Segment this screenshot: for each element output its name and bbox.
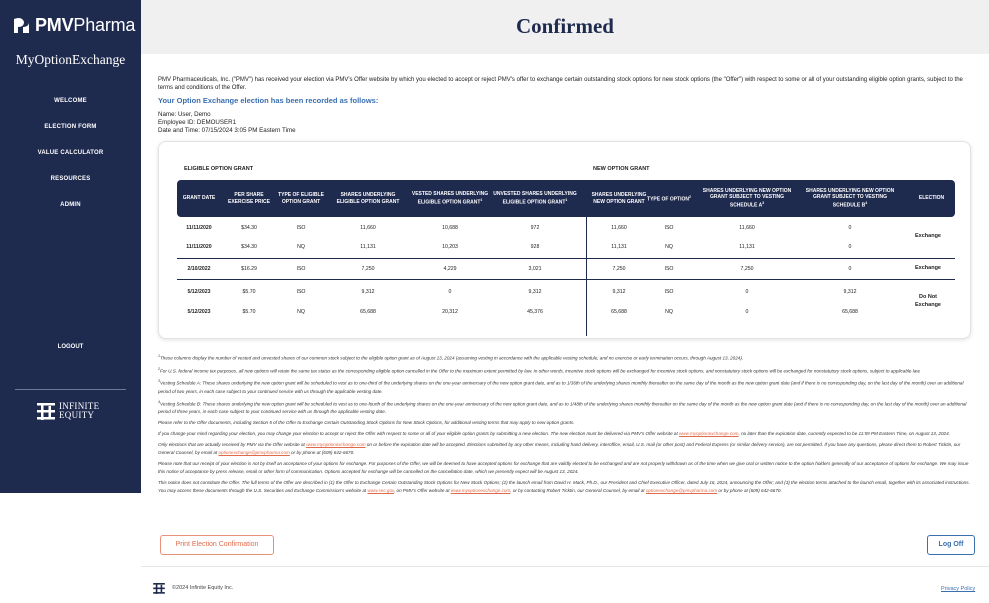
- accepted-elections-note: Only elections that are actually received by PMV via the Offer website at www.myoptionexchange.com on or before the expiration date will be accepted. Elections submitted by any other means, including hand delivery, interoffice, email, U.S. mail (or other post) and Federal Express (or similar delivery service), are not permitted. If you have any questions, please direct them to Robert Ticktin, our General Counsel, by email at optionexchange@pmvpharma.com or by phone at (609) 642-6670.: [158, 442, 961, 456]
- pmv-logo-icon: [11, 14, 33, 36]
- table-cell: 11/11/2020: [186, 244, 212, 250]
- election-summary-card: [158, 141, 971, 339]
- sidebar-item-value-calculator[interactable]: VALUE CALCULATOR: [37, 150, 104, 156]
- footnote-4: $^4$Vesting Schedule B: These shares underlying the new option grant will be scheduled to vest as to one-fourth of the underlying shares on the one-year anniversary of the new option grant date, and as to 1/48th of the underlying shares monthly thereafter on the same day of the month as the new option grant date (and if there is no corresponding day, on the last day of the month) over an additional period of three years, in each case subject to your continued service with us through the applicable vesting date.: [158, 399, 967, 414]
- table-cell: ISO: [296, 225, 306, 231]
- participant-employee-id: Employee ID: DEMOUSER1: [158, 119, 237, 126]
- table-cell: 3,021: [528, 266, 542, 272]
- change-election-note: If you change your mind regarding your election, you may change your election to accept or reject the Offer with respect to some or all of your eligible option grants by submitting a new election. The new election must be delivered via PMV's Offer website at www.myoptionexchange.com, no later than the expiration date, currently expected to be 11:59 PM Eastern Time, on August 13, 2024.: [158, 431, 950, 437]
- table-cell: 11,131: [739, 244, 755, 250]
- new-grant-group-label: NEW OPTION GRANT: [593, 166, 650, 172]
- participant-details: [158, 111, 974, 135]
- page-title: Confirmed: [516, 14, 614, 38]
- table-cell: $16.29: [241, 266, 257, 272]
- table-cell: 9,312: [361, 289, 375, 295]
- general-counsel-email-link[interactable]: optionexchange@pmvpharma.com: [218, 450, 290, 456]
- table-cell: 5/12/2023: [187, 309, 211, 315]
- sidebar-item-election-form[interactable]: ELECTION FORM: [44, 124, 97, 130]
- column-header: PER SHARE EXERCISE PRICE: [228, 192, 270, 205]
- table-cell: ISO: [664, 225, 674, 231]
- table-cell: 9,312: [528, 289, 542, 295]
- sidebar: [0, 0, 141, 493]
- table-cell: 45,376: [527, 309, 543, 315]
- footnote-1: $^1$These columns display the number of vested and unvested shares of our common stock subject to the eligible option grant as of August 13, 2024 (assuming vesting in accordance with the applicable vesting schedule, and no exercise or early termination occurs, through August 13, 2024).: [158, 354, 744, 361]
- sidebar-divider: [15, 389, 126, 390]
- table-cell: ISO: [296, 266, 306, 272]
- table-cell: $34.30: [241, 244, 257, 250]
- table-cell: 928: [530, 244, 540, 250]
- table-cell: $5.70: [242, 289, 256, 295]
- table-header: [177, 180, 955, 217]
- table-cell: 4,229: [443, 266, 457, 272]
- offer-website-link[interactable]: www.myoptionexchange.com: [306, 442, 366, 448]
- table-cell: 7,250: [361, 266, 375, 272]
- table-cell: $34.30: [241, 225, 257, 231]
- vesting-terms-note: Please refer to the Offer documents, including Section 5 of the Offer to Exchange Certain Outstanding Stock Options for New Stock Options, for additional vesting terms that may apply to new option grants.: [158, 420, 575, 426]
- recorded-heading: Your Option Exchange election has been recorded as follows:: [158, 96, 379, 105]
- sidebar-nav: [0, 97, 141, 227]
- election-datetime: Date and Time: 07/15/2024 3:05 PM Eastern Time: [158, 127, 296, 134]
- print-confirmation-button[interactable]: Print Election Confirmation: [160, 535, 274, 555]
- table-cell: ISO: [296, 289, 306, 295]
- table-cell: NQ: [297, 244, 305, 250]
- table-cell: 11/11/2020: [186, 225, 212, 231]
- table-divider: [177, 258, 955, 259]
- election-value: Exchange: [915, 265, 941, 271]
- app-title: MyOptionExchange: [15, 52, 126, 67]
- table-cell: 0: [848, 266, 852, 272]
- table-cell: 11,660: [360, 225, 376, 231]
- table-cell: 0: [848, 225, 852, 231]
- table-row: [177, 264, 955, 274]
- table-row: [177, 287, 955, 297]
- table-cell: 65,688: [360, 309, 376, 315]
- column-header: SHARES UNDERLYING NEW OPTION GRANT SUBJECT TO VESTING SCHEDULE $B^4$: [805, 187, 895, 209]
- table-cell: 11,131: [611, 244, 627, 250]
- participant-name: Name: User, Demo: [158, 111, 211, 118]
- infinite-equity-footer-icon: [153, 583, 165, 594]
- table-cell: ISO: [664, 266, 674, 272]
- table-cell: $5.70: [242, 309, 256, 315]
- column-header: SHARES UNDERLYING NEW OPTION GRANT SUBJECT TO VESTING SCHEDULE $A^3$: [702, 187, 792, 209]
- table-cell: NQ: [297, 309, 305, 315]
- table-cell: 9,312: [843, 289, 857, 295]
- election-value: Do Not Exchange: [915, 294, 941, 308]
- sidebar-item-resources[interactable]: RESOURCES: [50, 176, 91, 182]
- footnotes: [158, 353, 974, 498]
- table-cell: 10,688: [442, 225, 458, 231]
- page-header: [141, 0, 989, 54]
- footnote-3: $^3$Vesting Schedule A: These shares underlying the new option grant will be scheduled to vest as to one-third of the underlying shares on the one-year anniversary of the new option grant date, and as to 1/36th of the underlying shares monthly thereafter on the same day of the month as the new option grant date (and if there is no corresponding day, on the last day of the month) over an additional period of two years, in each case subject to your continued service with us through the applicable vesting date.: [158, 379, 964, 394]
- offer-website-link[interactable]: www.myoptionexchange.com: [450, 487, 511, 493]
- table-cell: NQ: [665, 309, 673, 315]
- infinite-equity-icon: [37, 403, 55, 420]
- table-cell: 9,312: [612, 289, 626, 295]
- table-cell: 20,312: [442, 309, 458, 315]
- table-cell: 0: [448, 289, 452, 295]
- copyright-text: ©2024 Infinite Equity Inc.: [172, 585, 234, 591]
- sidebar-logout-link[interactable]: LOGOUT: [57, 344, 84, 350]
- privacy-policy-link[interactable]: Privacy Policy: [941, 586, 976, 592]
- column-header: SHARES UNDERLYING NEW OPTION GRANT: [591, 192, 647, 205]
- column-header: TYPE OF ELIGIBLE OPTION GRANT: [278, 192, 324, 205]
- table-cell: 65,688: [842, 309, 858, 315]
- table-cell: 972: [530, 225, 540, 231]
- table-row: [177, 242, 955, 252]
- brand-name: PMVPharma: [35, 14, 136, 35]
- acceptance-note: Please note that our receipt of your election is not by itself an acceptance of your options for exchange. For purposes of the Offer, we will be deemed to have accepted options for exchange that are validly elected to be exchanged and are not properly withdrawn as of the time when we give oral or written notice to the option holders generally of our acceptance of options for exchange. We may issue this notice of acceptance by press release, email or other form of communication. Options accepted for exchange will be cancelled on the cancellation date, which we presently expect will be August 13, 2024.: [158, 461, 969, 474]
- table-cell: 0: [745, 289, 749, 295]
- general-counsel-email-link[interactable]: optionexchange@pmvpharma.com: [645, 487, 718, 493]
- sidebar-item-welcome[interactable]: WELCOME: [54, 98, 87, 104]
- column-header: SHARES UNDERLYING ELIGIBLE OPTION GRANT: [336, 192, 400, 205]
- sidebar-item-admin[interactable]: ADMIN: [60, 202, 81, 208]
- brand-logo: [11, 14, 135, 36]
- table-cell: 0: [848, 244, 852, 250]
- table-cell: 7,250: [740, 266, 754, 272]
- column-header: ELECTION: [918, 195, 945, 202]
- table-cell: 11,131: [360, 244, 376, 250]
- column-header: VESTED SHARES UNDERLYING ELIGIBLE OPTION GRANT$^1$: [411, 190, 489, 206]
- table-cell: 0: [745, 309, 749, 315]
- offer-website-link[interactable]: www.myoptionexchange.com: [679, 431, 739, 437]
- table-cell: ISO: [664, 289, 674, 295]
- eligible-grant-group-label: ELIGIBLE OPTION GRANT: [184, 166, 254, 172]
- table-row: [177, 223, 955, 233]
- footnote-2: $^2$For U.S. federal income tax purposes, all new options will retain the same tax status as the corresponding eligible option cancelled in the Offer to the maximum extent permitted by law. In other words, incentive stock options will be exchanged for incentive stock options, and nonstatutory stock options will be exchanged for nonstatutory stock options, subject to applicable law.: [158, 366, 921, 374]
- intro-text: PMV Pharmaceuticals, Inc. ("PMV") has received your election via PMV's Offer website by which you elected to accept or reject PMV's offer to exchange certain outstanding stock options for new stock options (the "Offer") with respect to some or all of your outstanding eligible option grants, subject to the terms and conditions of the Offer.: [158, 77, 963, 91]
- infinite-equity-logo: [37, 402, 99, 420]
- sec-website-link[interactable]: www.sec.gov: [367, 487, 394, 493]
- table-cell: 11,660: [611, 225, 627, 231]
- table-cell: 65,688: [611, 309, 627, 315]
- table-cell: 10,203: [442, 244, 458, 250]
- column-header: GRANT DATE: [182, 195, 216, 202]
- table-cell: 2/10/2022: [187, 266, 211, 272]
- table-cell: 11,660: [739, 225, 755, 231]
- table-cell: 7,250: [612, 266, 626, 272]
- election-value: Exchange: [915, 233, 941, 239]
- footer-divider: [141, 566, 989, 567]
- log-off-button[interactable]: Log Off: [927, 535, 975, 555]
- infinite-equity-wordmark: INFINITE EQUITY: [59, 401, 100, 420]
- table-row: [177, 307, 955, 317]
- offer-documents-note: This notice does not constitute the Offer. The full terms of the Offer are described in (1) the Offer to Exchange Certain Outstanding Stock Options for New Stock Options; (2) the launch email from David H. Mack, Ph.D., our President and Chief Executive Officer, dated July 16, 2024, announcing the Offer; and (3) the election terms attached to the launch email, together with its associated instructions. You may access these documents through the U.S. Securities and Exchange Commission's website at www.sec.gov, on PMV's Offer website at www.myoptionexchange.com, or by contacting Robert Ticktin, our General Counsel, by email at optionexchange@pmvpharma.com or by phone at (609) 642-6670.: [158, 480, 970, 493]
- column-header: UNVESTED SHARES UNDERLYING ELIGIBLE OPTION GRANT$^1$: [493, 190, 577, 206]
- column-header: TYPE OF OPTION$^2$: [647, 195, 691, 203]
- table-divider: [177, 279, 955, 280]
- confirmation-intro: [158, 76, 974, 135]
- table-cell: NQ: [665, 244, 673, 250]
- table-cell: 5/12/2023: [187, 289, 211, 295]
